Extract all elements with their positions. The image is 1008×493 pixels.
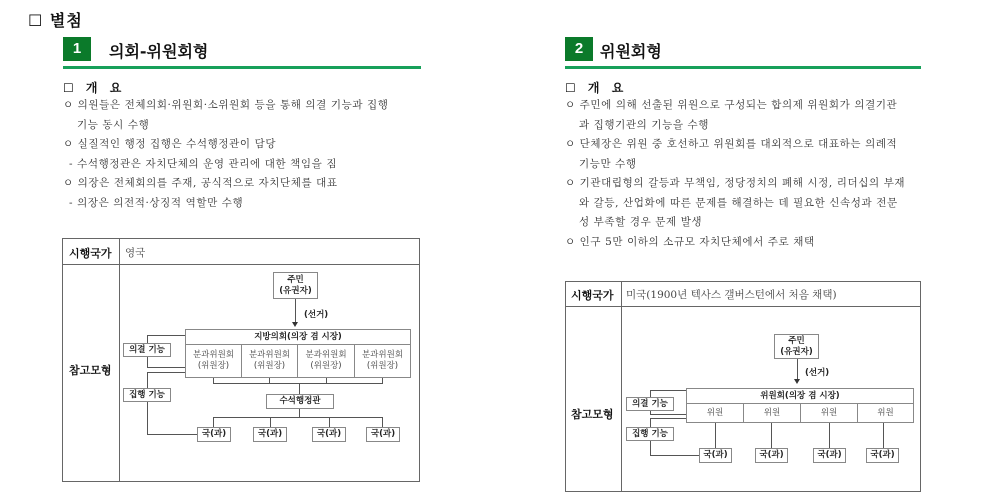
- committee-sublabel: (위원장): [253, 361, 286, 371]
- section-2-header: [565, 37, 921, 61]
- bullet-item: ㅇ 단체장은 위원 중 호선하고 위원회를 대외적으로 대표하는 의례적: [565, 138, 898, 150]
- section-2-rule: [565, 66, 921, 69]
- election-label: (선거): [805, 368, 830, 378]
- council-box: 지방의회(의장 겸 시장): [185, 329, 411, 345]
- arrow-down-icon: [794, 379, 800, 384]
- department-box: 국(과): [866, 448, 899, 463]
- department-box: 국(과): [366, 427, 400, 442]
- connector-line: [650, 418, 686, 419]
- table-column-divider: [621, 282, 622, 491]
- section-number-badge: 1: [63, 37, 91, 61]
- citizens-sublabel: (유권자): [780, 346, 813, 357]
- executive-function-box: 집행 기능: [123, 388, 171, 402]
- legislative-function-box: 의결 기능: [626, 397, 674, 411]
- committee-label: 분과위원회: [361, 350, 404, 360]
- committee-box: [241, 344, 298, 378]
- connector-line: [147, 372, 185, 373]
- connector-line: [147, 335, 185, 336]
- arrow-down-icon: [292, 322, 298, 327]
- section-1-header: [63, 37, 421, 61]
- commission-box: 위원회(의장 겸 시장): [686, 388, 914, 404]
- department-box: 국(과): [312, 427, 346, 442]
- connector-line: [147, 372, 148, 435]
- election-label: (선거): [304, 310, 329, 320]
- section-number-badge: 2: [565, 37, 593, 61]
- country-label: 시행국가: [571, 289, 614, 302]
- page-title: ☐ 별첨: [28, 11, 83, 30]
- sub-bullet-item: - 수석행정관은 자치단체의 운영 관리에 대한 책임을 짐: [69, 157, 338, 170]
- connector-line: [147, 367, 185, 368]
- connector-line: [650, 455, 699, 456]
- bullet-item: ㅇ 의장은 전체회의를 주재, 공식적으로 자치단체를 대표: [63, 177, 338, 189]
- bullet-continuation: 과 집행기관의 기능을 수행: [579, 118, 709, 131]
- committee-sublabel: (위원장): [366, 361, 399, 371]
- committee-box: [297, 344, 355, 378]
- committee-label: 분과위원회: [192, 350, 235, 360]
- country-label: 시행국가: [69, 247, 112, 260]
- bullet-item: ㅇ 의원들은 전체의회·위원회·소위원회 등을 통해 의결 기능과 집행: [63, 99, 389, 111]
- connector-line: [147, 434, 197, 435]
- connector-line: [771, 423, 772, 448]
- connector-line: [329, 417, 330, 427]
- department-box: 국(과): [253, 427, 287, 442]
- citizens-box: [774, 334, 819, 359]
- citizens-box: [273, 272, 318, 299]
- section-2-bullets: [565, 96, 905, 252]
- chief-administrator-box: 수석행정관: [266, 394, 334, 409]
- section-title: 위원회형: [600, 42, 662, 61]
- executive-function-box: 집행 기능: [626, 427, 674, 441]
- member-box: 위원: [800, 403, 858, 423]
- member-box: 위원: [857, 403, 914, 423]
- connector-line: [650, 390, 686, 391]
- country-value: 미국(1900년 텍사스 갤버스턴에서 처음 채택): [626, 289, 837, 301]
- bullet-item: ㅇ 실질적인 행정 집행은 수석행정관이 담당: [63, 138, 277, 150]
- model-label: 참고모형: [571, 408, 614, 421]
- bullet-continuation: 기능만 수행: [579, 157, 637, 170]
- department-box: 국(과): [197, 427, 231, 442]
- department-box: 국(과): [813, 448, 846, 463]
- legislative-function-box: 의결 기능: [123, 343, 171, 357]
- connector-line: [382, 417, 383, 427]
- bullet-item: ㅇ 기관대립형의 갈등과 무책임, 정당정치의 폐해 시정, 리더십의 부재: [565, 177, 906, 189]
- bullet-item: ㅇ 인구 5만 이하의 소규모 자치단체에서 주로 채택: [565, 235, 815, 248]
- citizens-label: 주민: [788, 335, 805, 346]
- department-box: 국(과): [699, 448, 732, 463]
- bullet-continuation: 기능 동시 수행: [77, 118, 150, 131]
- connector-line: [715, 423, 716, 448]
- committee-box: [354, 344, 411, 378]
- connector-line: [883, 423, 884, 448]
- country-value: 영국: [125, 247, 146, 259]
- election-line: [295, 299, 296, 323]
- section-title: 의회-위원회형: [109, 42, 209, 61]
- committee-label: 분과위원회: [248, 350, 291, 360]
- connector-line: [213, 417, 214, 427]
- model-label: 참고모형: [69, 364, 112, 377]
- table-header-row: [63, 239, 419, 265]
- citizens-label: 주민: [287, 274, 304, 285]
- citizens-sublabel: (유권자): [279, 285, 312, 296]
- overview-heading: ☐ 개 요: [565, 81, 628, 95]
- sub-bullet-item: - 의장은 의전적·상징적 역할만 수행: [69, 196, 244, 209]
- member-box: 위원: [686, 403, 744, 423]
- connector-line: [213, 383, 383, 384]
- bullet-item: ㅇ 주민에 의해 선출된 위원으로 구성되는 합의제 위원회가 의결기관: [565, 99, 898, 111]
- section-1-bullets: [63, 96, 389, 213]
- committee-sublabel: (위원장): [197, 361, 230, 371]
- overview-heading: ☐ 개 요: [63, 81, 126, 95]
- department-box: 국(과): [755, 448, 788, 463]
- connector-line: [299, 409, 300, 417]
- committee-label: 분과위원회: [305, 350, 347, 360]
- section-1-rule: [63, 66, 421, 69]
- bullet-continuation: 와 갈등, 산업화에 따른 문제를 해결하는 데 필요한 신속성과 전문: [579, 196, 898, 209]
- connector-line: [829, 423, 830, 448]
- connector-line: [213, 417, 383, 418]
- bullet-continuation: 성 부족할 경우 문제 발생: [579, 216, 703, 228]
- table-column-divider: [119, 239, 120, 481]
- connector-line: [650, 414, 686, 415]
- member-box: 위원: [743, 403, 801, 423]
- election-line: [797, 359, 798, 380]
- committee-sublabel: (위원장): [310, 361, 342, 371]
- connector-line: [270, 417, 271, 427]
- committee-box: [185, 344, 242, 378]
